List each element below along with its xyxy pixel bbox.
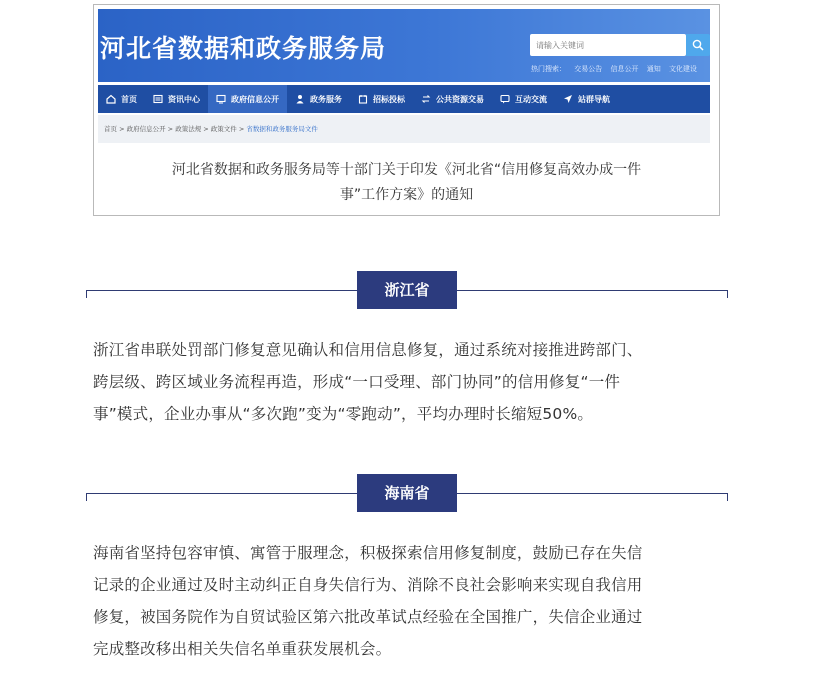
breadcrumb-link[interactable]: 政策法规 [175,125,202,133]
person-icon [295,94,305,104]
section-paragraph-zhejiang [93,334,728,430]
nav-label: 互动交流 [515,94,547,104]
notice-title-line: 事”工作方案》的通知 [339,187,474,203]
nav-public-resource[interactable] [413,85,492,113]
nav-label: 站群导航 [578,94,610,104]
document-icon [216,94,226,104]
divider-tick [86,493,87,501]
divider-tick [727,290,728,298]
divider-tick [86,290,87,298]
section-header-hainan [86,474,728,512]
embedded-screenshot-card [93,4,720,216]
breadcrumb-current[interactable]: 省数据和政务服务局文件 [246,125,318,133]
nav-site-group[interactable] [555,85,618,113]
nav-label: 公共资源交易 [436,94,484,104]
hot-search [531,64,710,74]
site-logo: 河北省数据和政务服务局 [100,34,387,63]
paragraph-line: 事”模式，企业办事从“多次跑”变为“零跑动”，平均办理时长缩短50%。 [93,405,594,423]
nav-gov-info[interactable] [208,85,287,113]
nav-label: 政务服务 [310,94,342,104]
search-input[interactable] [530,34,686,56]
nav-home[interactable] [98,85,145,113]
nav-gov-service[interactable] [287,85,350,113]
nav-label: 招标投标 [373,94,405,104]
section-paragraph-hainan [93,537,728,665]
hebei-website-capture [98,9,710,143]
nav-news[interactable] [145,85,208,113]
paragraph-line: 完成整改移出相关失信名单重获发展机会。 [93,640,392,658]
exchange-icon [421,94,431,104]
notice-title-line: 河北省数据和政务服务局等十部门关于印发《河北省“信用修复高效办成一件 [171,162,642,178]
breadcrumb-bar [98,115,710,143]
paragraph-line: 修复，被国务院作为自贸试验区第六批改革试点经验在全国推广，失信企业通过 [93,608,643,626]
breadcrumb-link[interactable]: 政策文件 [210,125,237,133]
search-icon [692,39,704,51]
news-icon [153,94,163,104]
bid-icon [358,94,368,104]
paragraph-line: 浙江省串联处罚部门修复意见确认和信用信息修复，通过系统对接推进跨部门、 [93,341,643,359]
notice-title [104,158,709,208]
home-icon [106,94,116,104]
paragraph-line: 记录的企业通过及时主动纠正自身失信行为、消除不良社会影响来实现自我信用 [93,576,643,594]
hot-search-link[interactable]: 通知 [646,65,661,73]
section-badge: 海南省 [357,474,457,512]
hot-search-label: 热门搜索： [531,65,566,73]
search-button[interactable] [686,34,710,56]
paragraph-line: 跨层级、跨区域业务流程再造，形成“一口受理、部门协同”的信用修复“一件 [93,373,621,391]
section-header-zhejiang [86,271,728,309]
navigation-icon [563,94,573,104]
breadcrumb-link[interactable]: 首页 [104,125,117,133]
nav-label: 政府信息公开 [231,94,279,104]
hot-search-link[interactable]: 交易公告 [574,65,603,73]
nav-label: 资讯中心 [168,94,200,104]
breadcrumb-link[interactable]: 政府信息公开 [126,125,166,133]
breadcrumb: 首页 > 政府信息公开 > 政策法规 > 政策文件 > 省数据和政务服务局文件 [104,125,318,133]
nav-bidding[interactable] [350,85,413,113]
site-header [98,9,710,82]
section-badge: 浙江省 [357,271,457,309]
nav-interaction[interactable] [492,85,555,113]
nav-label: 首页 [121,94,137,104]
hot-search-link[interactable]: 文化建设 [668,65,697,73]
hot-search-link[interactable]: 信息公开 [610,65,639,73]
divider-tick [727,493,728,501]
paragraph-line: 海南省坚持包容审慎、寓管于服理念，积极探索信用修复制度，鼓励已存在失信 [93,544,643,562]
chat-icon [500,94,510,104]
main-nav [98,85,710,113]
search-box[interactable] [530,34,686,56]
